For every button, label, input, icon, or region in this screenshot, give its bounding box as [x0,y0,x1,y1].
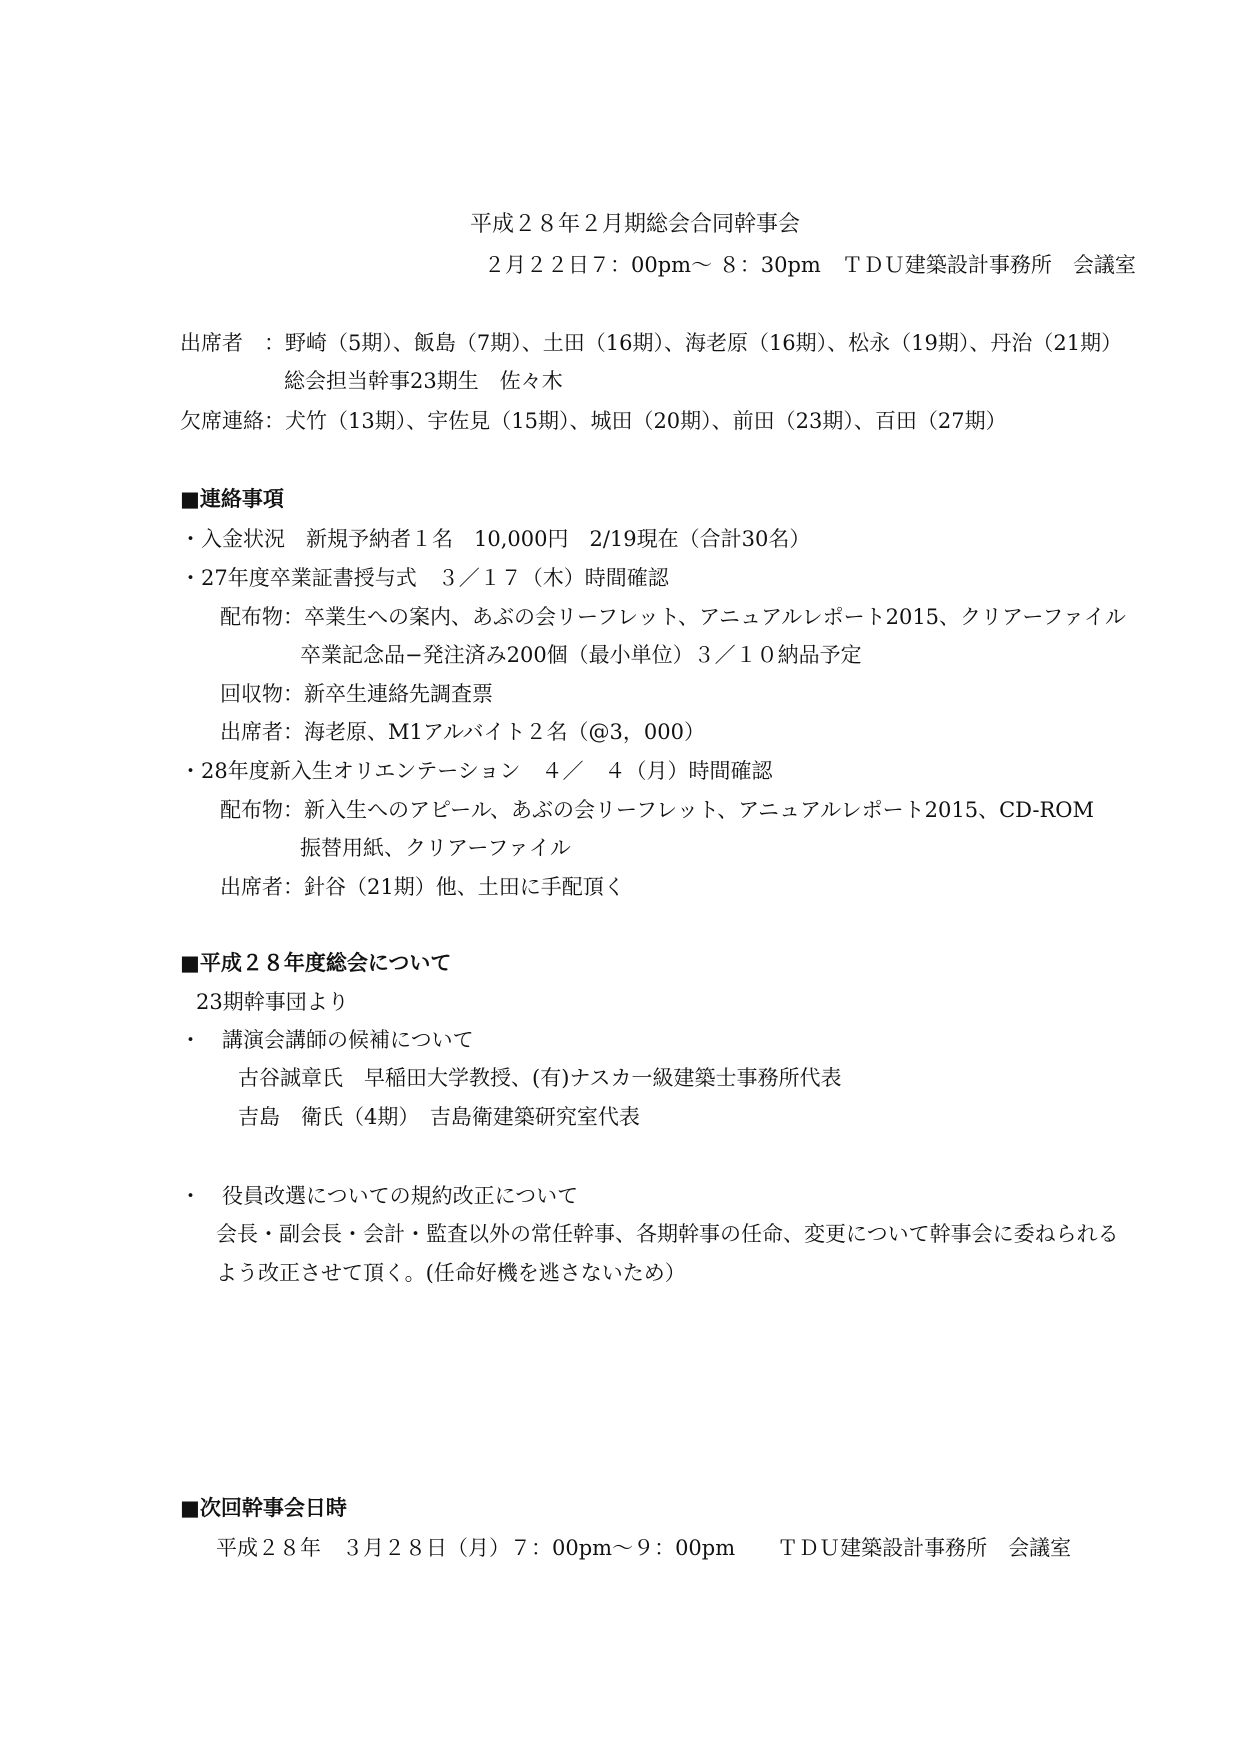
orientation-attendees-label: 出席者： [220,875,304,899]
meeting-datetime-place: ２月２２日７：00pm～ ８：30pm ＴＤＵ建築設計事務所 会議室 [484,253,1136,277]
graduation-distribution-label: 配布物： [220,605,304,629]
graduation-distribution [220,602,1126,632]
attendees-line [180,328,1122,358]
orientation-distribution-label: 配布物： [220,798,304,822]
orientation-distribution-items: 新入生へのアピール、あぶの会リーフレット、アニュアルレポート2015、CD-ROM [304,798,1095,822]
lecturer-candidate-2: 吉島 衛氏（4期） 吉島衛建築研究室代表 [238,1105,640,1129]
graduation-attendees [220,717,705,747]
lecturer-candidates-item: ・ 講演会講師の候補について [180,1028,474,1052]
document-title: 平成２８年２月期総会合同幹事会 [470,212,801,237]
graduation-distribution-items: 卒業生への案内、あぶの会リーフレット、アニュアルレポート2015、クリアーファイル [304,605,1126,629]
absentees-members: 犬竹（13期）、宇佐見（15期）、城田（20期）、前田（23期）、百田（27期） [285,409,1007,433]
attendees-members: 野崎（5期）、飯島（7期）、土田（16期）、海老原（16期）、松永（19期）、丹治（21期） [285,331,1123,355]
orientation-distribution [220,795,1094,825]
graduation-distribution-items-2: 卒業記念品−発注済み200個（最小単位）３／１０納品予定 [300,643,862,667]
bylaw-revision-text-1: 会長・副会長・会計・監査以外の常任幹事、各期幹事の任命、変更について幹事会に委ねられる [216,1222,1119,1246]
orientation-attendees [220,872,625,902]
bylaw-revision-item: ・ 役員改選についての規約改正について [180,1184,579,1208]
section-heading-general-meeting: ■平成２８年度総会について [180,951,452,975]
graduation-attendees-names: 海老原、M1アルバイト２名（@3，000） [304,720,705,744]
graduation-ceremony-title: ・27年度卒業証書授与式 ３／１７（木）時間確認 [180,566,669,590]
general-meeting-from: 23期幹事団より [196,990,349,1014]
lecturer-candidate-1: 古谷誠章氏 早稲田大学教授、(有)ナスカ一級建築士事務所代表 [238,1066,842,1090]
attendees-extra: 総会担当幹事23期生 佐々木 [284,369,563,393]
orientation-attendees-names: 針谷（21期）他、土田に手配頂く [304,875,625,899]
payment-status: ・入金状況 新規予納者１名 10,000円 2/19現在（合計30名） [180,527,811,551]
absentees-label: 欠席連絡： [180,409,285,433]
bylaw-revision-text-2: よう改正させて頂く。(任命好機を逃さないため） [216,1261,686,1285]
graduation-collection [220,679,493,709]
graduation-collection-items: 新卒生連絡先調査票 [304,682,493,706]
graduation-attendees-label: 出席者： [220,720,304,744]
orientation-title: ・28年度新入生オリエンテーション ４／ ４（月）時間確認 [180,759,773,783]
section-heading-next-meeting: ■次回幹事会日時 [180,1496,347,1520]
graduation-collection-label: 回収物： [220,682,304,706]
section-heading-notices: ■連絡事項 [180,487,284,511]
next-meeting-datetime-place: 平成２８年 ３月２８日（月）７：00pm～９：00pm ＴＤＵ建築設計事務所 会議室 [216,1536,1072,1560]
orientation-distribution-items-2: 振替用紙、クリアーファイル [300,836,571,860]
absentees-line [180,406,1007,436]
attendees-label: 出席者 ： [180,331,285,355]
